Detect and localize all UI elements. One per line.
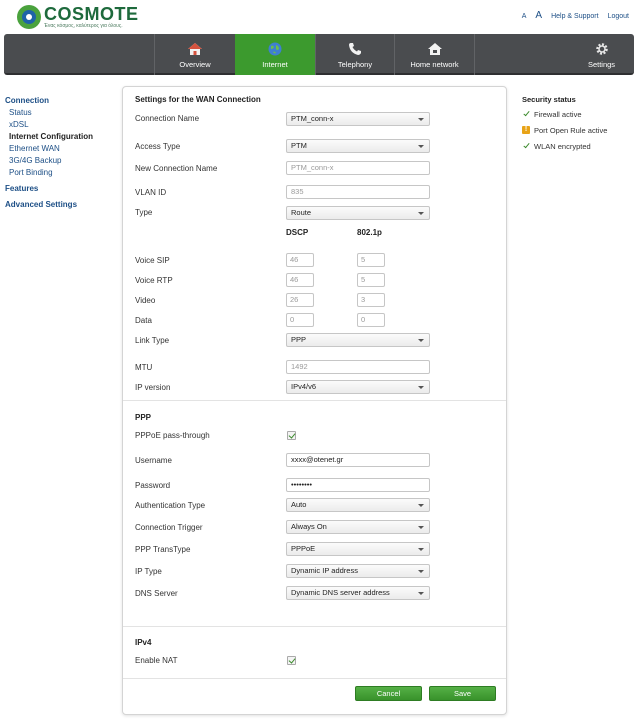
gear-icon	[594, 42, 610, 56]
8021p-column-header: 802.1p	[357, 228, 382, 237]
connection-name-value: PTM_conn-x	[291, 114, 334, 123]
chevron-down-icon	[418, 118, 424, 121]
authentication-type-label: Authentication Type	[135, 501, 206, 510]
ip-version-label: IP version	[135, 383, 171, 392]
brand-name: COSMOTE	[44, 4, 139, 24]
connection-trigger-label: Connection Trigger	[135, 523, 203, 532]
enable-nat-label: Enable NAT	[135, 656, 178, 665]
sidebar-item-port-binding[interactable]: Port Binding	[9, 168, 53, 177]
security-item-label: Firewall active	[534, 110, 582, 119]
check-icon	[523, 111, 529, 117]
username-label: Username	[135, 456, 172, 465]
voice-sip-8021p-input[interactable]: 5	[357, 253, 385, 267]
voice-rtp-8021p-input[interactable]: 5	[357, 273, 385, 287]
voice-sip-dscp-input[interactable]: 46	[286, 253, 314, 267]
chevron-down-icon	[418, 386, 424, 389]
ip-version-value: IPv4/v6	[291, 382, 317, 391]
security-status	[522, 95, 640, 158]
data-8021p-input[interactable]: 0	[357, 313, 385, 327]
sidebar-features[interactable]: Features	[5, 184, 39, 193]
voice-sip-label: Voice SIP	[135, 256, 170, 265]
ip-version-select[interactable]	[286, 380, 430, 394]
tab-settings-label: Settings	[587, 60, 616, 69]
ppp-transtype-value: PPPoE	[291, 544, 316, 553]
password-label: Password	[135, 481, 171, 490]
main-nav	[4, 34, 634, 75]
sidebar-item-internet-configuration[interactable]: Internet Configuration	[9, 132, 93, 141]
check-icon	[523, 143, 529, 149]
video-8021p-input[interactable]: 3	[357, 293, 385, 307]
link-type-value: PPP	[291, 335, 307, 344]
tab-internet-label: Internet	[262, 60, 288, 69]
ip-type-value: Dynamic IP address	[291, 566, 358, 575]
sidebar-connection[interactable]: Connection	[5, 96, 49, 105]
new-connection-name-input[interactable]: PTM_conn-x	[286, 161, 430, 175]
section-divider	[123, 626, 506, 627]
dns-server-select[interactable]	[286, 586, 430, 600]
globe-icon	[267, 42, 283, 56]
tab-overview-label: Overview	[179, 60, 211, 69]
access-type-label: Access Type	[135, 142, 181, 151]
pppoe-passthrough-checkbox[interactable]	[287, 431, 296, 440]
tab-settings[interactable]	[569, 34, 634, 75]
mtu-label: MTU	[135, 363, 153, 372]
access-type-select[interactable]	[286, 139, 430, 153]
link-type-select[interactable]	[286, 333, 430, 347]
mtu-input[interactable]: 1492	[286, 360, 430, 374]
sidebar	[5, 95, 115, 211]
house-icon	[187, 42, 203, 56]
chevron-down-icon	[418, 339, 424, 342]
video-dscp-input[interactable]: 26	[286, 293, 314, 307]
connection-trigger-value: Always On	[291, 522, 327, 531]
cosmote-logo-icon	[17, 5, 41, 29]
chevron-down-icon	[418, 212, 424, 215]
security-item-wlan	[522, 142, 640, 152]
nav-divider	[474, 34, 475, 75]
ppp-transtype-select[interactable]	[286, 542, 430, 556]
chevron-down-icon	[418, 145, 424, 148]
chevron-down-icon	[418, 548, 424, 551]
ip-type-label: IP Type	[135, 567, 162, 576]
link-type-label: Link Type	[135, 336, 170, 345]
sidebar-item-status[interactable]: Status	[9, 108, 32, 117]
type-value: Route	[291, 208, 312, 217]
cancel-button[interactable]: Cancel	[355, 686, 422, 701]
ppp-section-title: PPP	[135, 413, 152, 422]
authentication-type-select[interactable]	[286, 498, 430, 512]
top-links	[522, 10, 629, 21]
chevron-down-icon	[418, 504, 424, 507]
connection-name-label: Connection Name	[135, 114, 200, 123]
enable-nat-checkbox[interactable]	[287, 656, 296, 665]
pppoe-passthrough-label: PPPoE pass-through	[135, 431, 210, 440]
chevron-down-icon	[418, 570, 424, 573]
type-label: Type	[135, 208, 153, 217]
data-dscp-input[interactable]: 0	[286, 313, 314, 327]
chevron-down-icon	[418, 592, 424, 595]
security-item-label: Port Open Rule active	[534, 126, 608, 135]
security-item-port-open-rule	[522, 126, 640, 136]
dns-server-label: DNS Server	[135, 589, 178, 598]
connection-name-select[interactable]	[286, 112, 430, 126]
new-connection-name-label: New Connection Name	[135, 164, 218, 173]
wan-settings-panel	[122, 86, 507, 715]
brand-tagline: Ένας κόσμος, καλύτερος για όλους.	[44, 23, 123, 29]
save-button[interactable]: Save	[429, 686, 496, 701]
sidebar-item-3g4g-backup[interactable]: 3G/4G Backup	[9, 156, 62, 165]
data-label: Data	[135, 316, 152, 325]
ip-type-select[interactable]	[286, 564, 430, 578]
video-label: Video	[135, 296, 156, 305]
username-input[interactable]: xxxx@otenet.gr	[286, 453, 430, 467]
type-select[interactable]	[286, 206, 430, 220]
sidebar-item-ethernet-wan[interactable]: Ethernet WAN	[9, 144, 60, 153]
tab-telephony-label: Telephony	[337, 60, 373, 69]
voice-rtp-label: Voice RTP	[135, 276, 173, 285]
voice-rtp-dscp-input[interactable]: 46	[286, 273, 314, 287]
authentication-type-value: Auto	[291, 500, 307, 509]
password-input[interactable]: ••••••••	[286, 478, 430, 492]
vlan-id-input[interactable]: 835	[286, 185, 430, 199]
ppp-transtype-label: PPP TransType	[135, 545, 191, 554]
tab-home-network[interactable]	[394, 34, 474, 75]
security-item-label: WLAN encrypted	[534, 142, 591, 151]
sidebar-advanced-settings[interactable]: Advanced Settings	[5, 200, 78, 209]
section-divider	[123, 400, 506, 401]
vlan-id-label: VLAN ID	[135, 188, 167, 197]
connection-trigger-select[interactable]	[286, 520, 430, 534]
dscp-column-header: DSCP	[286, 228, 309, 237]
security-item-firewall	[522, 110, 640, 120]
sidebar-item-xdsl[interactable]: xDSL	[9, 120, 29, 129]
font-size-small-link[interactable]: A	[521, 13, 527, 20]
cosmote-logo[interactable]	[17, 5, 139, 29]
ipv4-section-title: IPv4	[135, 638, 152, 647]
tab-overview[interactable]	[154, 34, 235, 75]
security-status-title: Security status	[522, 95, 576, 104]
warning-icon: !	[522, 126, 530, 134]
font-size-large-link[interactable]: A	[535, 10, 543, 21]
dns-server-value: Dynamic DNS server address	[291, 588, 390, 597]
phone-icon	[347, 42, 363, 56]
logout-link[interactable]: Logout	[607, 13, 629, 20]
help-support-link[interactable]: Help & Support	[551, 13, 599, 20]
tab-home-network-label: Home network	[410, 60, 459, 69]
panel-title: Settings for the WAN Connection	[135, 95, 261, 104]
home-network-icon	[427, 42, 443, 56]
tab-internet[interactable]	[235, 34, 315, 75]
chevron-down-icon	[418, 526, 424, 529]
access-type-value: PTM	[291, 141, 307, 150]
tab-telephony[interactable]	[315, 34, 394, 75]
section-divider	[123, 678, 506, 679]
